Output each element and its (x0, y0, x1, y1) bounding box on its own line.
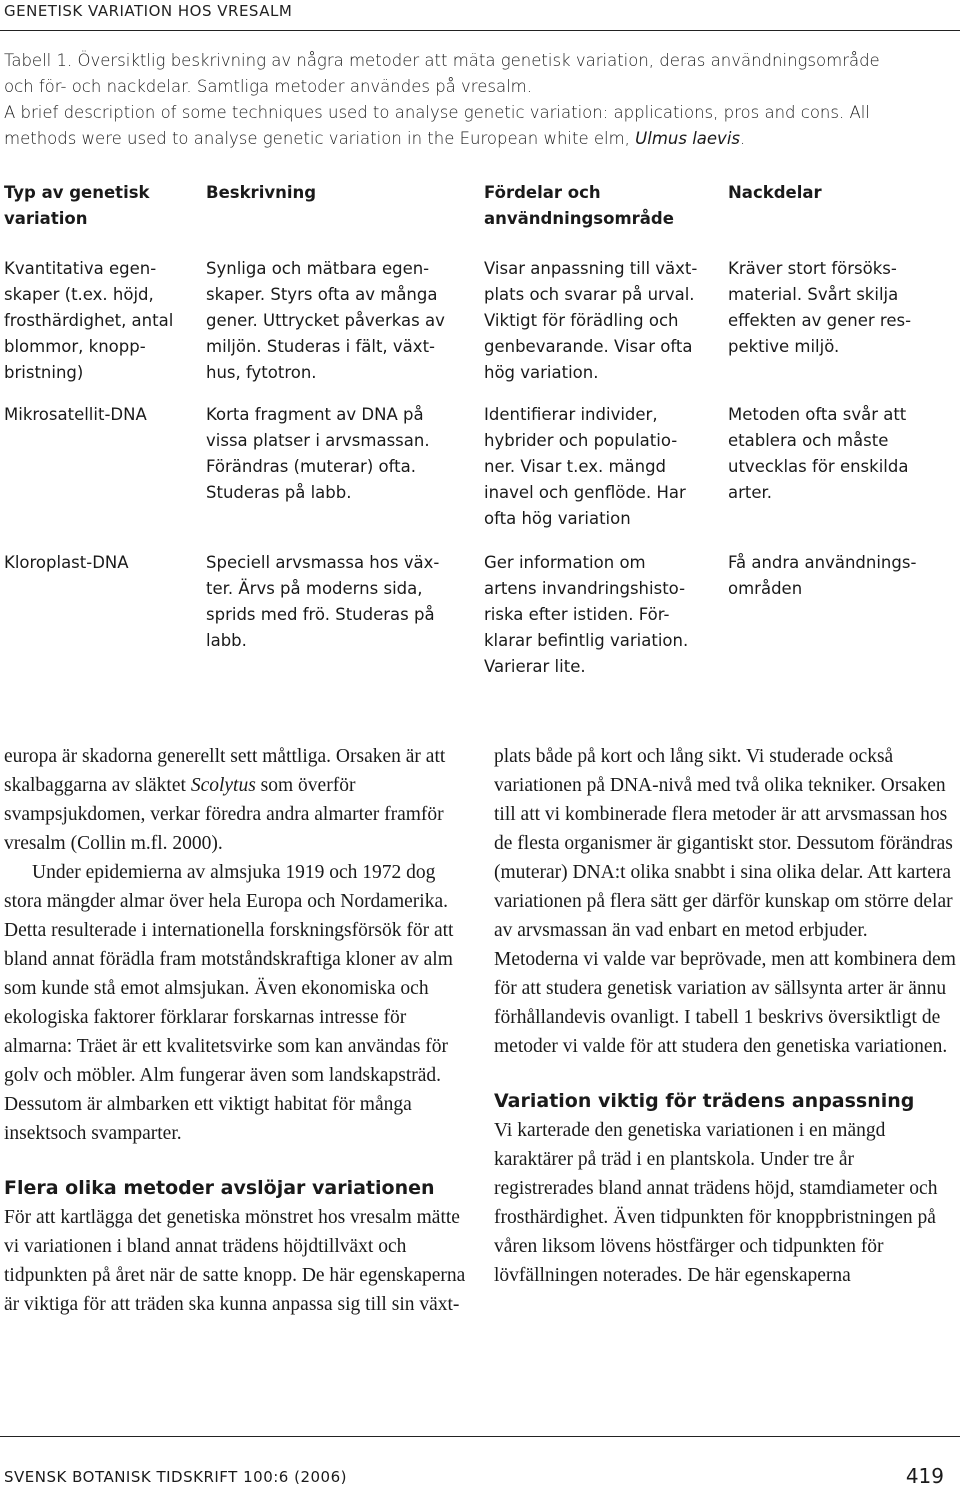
row1-disadvantages: Kräver stort försöks- material. Svårt skilja effekten av gener res- pektive miljö. (728, 259, 912, 356)
section-heading-variation: Variation viktig för trädens anpassning (494, 1090, 915, 1112)
row2-description: Korta fragment av DNA på vissa platser i arvsmassan. Förändras (muterar) ofta. Studeras på labb. (206, 405, 430, 502)
row2-disadvantages: Metoden ofta svår att etablera och måste utvecklas för enskilda arter. (728, 405, 909, 502)
paragraph-text: som överför svampsjukdomen, verkar föredra andra almarter framför vresalm (Collin m.fl. 2000). (4, 775, 444, 854)
caption-period: . (740, 129, 746, 148)
caption-english-line-1: A brief description of some techniques used to analyse genetic variation: applications, pros and cons. All (4, 103, 870, 122)
genus-name: Scolytus (190, 775, 256, 796)
row1-type: Kvantitativa egen- skaper (t.ex. höjd, frosthärdighet, antal blommor, knopp- bristning) (4, 259, 174, 382)
left-paragraph-2: Under epidemierna av almsjuka 1919 och 1972 dog stora mängder almar över hela Europa och Nordamerika. Detta resulterade i internationella forskningsförsök för att bland annat förädla fram motståndskraftiga kloner av alm som kunde stå emot almsjukan. Även ekonomiska och ekologiska faktorer förklarar forskarnas intresse för almarna: Träet är ett kvalitetsvirke som kan användas för golv och möbler. Alm fungerar även som landskapsträd. Dessutom är almbarken ett viktigt habitat för många insektsoch svamparter. (4, 862, 454, 1144)
species-name: Ulmus laevis (635, 129, 740, 148)
footer-rule (0, 1436, 960, 1437)
left-paragraph-1 (4, 742, 466, 858)
right-paragraph-1: plats både på kort och lång sikt. Vi studerade också variationen på DNA-nivå med två olika tekniker. Orsaken till att vi kombinerade flera metoder är att arvsmassan hos de flesta organismer är gigantiskt stor. Dessutom förändras (muterar) DNA:t olika snabbt i sina olika delar. Att kartera variationen på flera sätt ger därför kunskap om större delar av arvsmassan än vad enbart en metod erbjuder. Metoderna vi valde var beprövade, men att kombinera dem för att studera genetisk variation av sällsynta arter är ännu förhållandevis ovanligt. I tabell 1 beskrivs översiktligt de metoder vi valde för att studera den genetiska variationen. (494, 746, 956, 1057)
header-rule (0, 30, 960, 31)
caption-english-text: methods were used to analyse genetic variation in the European white elm, (4, 129, 636, 148)
left-paragraph-3: För att kartlägga det genetiska mönstret hos vresalm mätte vi variationen i bland annat trädens höjdtillväxt och tidpunkten på året när de satte knopp. De här egenskaperna är viktiga för att träden ska kunna anpassa sig till sin växt- (4, 1207, 466, 1315)
row3-description: Speciell arvsmassa hos väx- ter. Ärvs på moderns sida, sprids med frö. Studeras på labb. (206, 553, 440, 650)
row2-type: Mikrosatellit-DNA (4, 405, 147, 424)
spacer (494, 1061, 956, 1087)
row3-disadvantages: Få andra användnings- områden (728, 553, 917, 598)
row1-advantages: Visar anpassning till växt- plats och svarar på urval. Viktigt för förädling och genbevarande. Visar ofta hög variation. (484, 259, 698, 382)
caption-swedish-line-2: och för- och nackdelar. Samtliga metoder användes på vresalm. (4, 77, 532, 96)
header-type: Typ av genetisk variation (4, 183, 150, 228)
left-text-column (4, 742, 466, 1319)
caption-english-line-2 (4, 126, 954, 152)
right-text-column (494, 742, 956, 1290)
row1-description: Synliga och mätbara egen- skaper. Styrs ofta av många gener. Uttrycket påverkas av miljön. Studeras i fält, växt- hus, fytotron. (206, 259, 445, 382)
page-number: 419 (905, 1464, 944, 1488)
running-head: GENETISK VARIATION HOS VRESALM (4, 2, 293, 20)
header-description: Beskrivning (206, 183, 317, 202)
row2-advantages: Identifierar individer, hybrider och populatio- ner. Visar t.ex. mängd inavel och genflöde. Har ofta hög variation (484, 405, 686, 528)
table-caption (4, 48, 954, 152)
paragraph-text: europa är skadorna generellt sett måttliga. Orsaken är att skalbaggarna av släktet (4, 746, 446, 796)
right-paragraph-2: Vi karterade den genetiska variationen i en mängd karaktärer på träd i en plantskola. Under tre år registrerades bland annat trädens höjd, stamdiameter och frosthärdighet. Även tidpunkten för knoppbristningen på våren liksom lövens höstfärger och tidpunkten för lövfällningen noterades. De här egenskaperna (494, 1120, 938, 1286)
journal-name: SVENSK BOTANISK TIDSKRIFT 100:6 (2006) (4, 1468, 347, 1486)
header-disadvantages: Nackdelar (728, 183, 822, 202)
caption-swedish-line-1: Tabell 1. Översiktlig beskrivning av några metoder att mäta genetisk variation, deras användningsområde (4, 51, 880, 70)
spacer (4, 1148, 466, 1174)
row3-advantages: Ger information om artens invandringshisto- riska efter istiden. För- klarar befintlig variation. Varierar lite. (484, 553, 689, 676)
section-heading-methods: Flera olika metoder avslöjar variationen (4, 1177, 435, 1199)
header-advantages: Fördelar och användningsområde (484, 183, 674, 228)
row3-type: Kloroplast-DNA (4, 553, 129, 572)
